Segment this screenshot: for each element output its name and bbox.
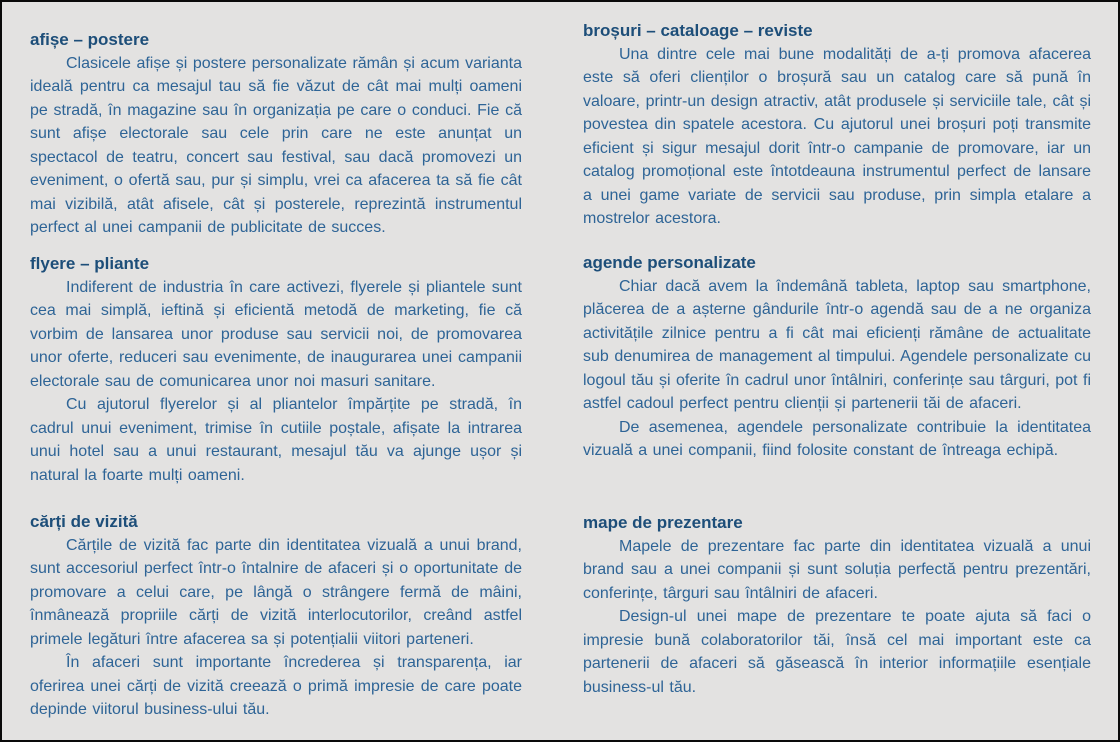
section-afise-postere: [30, 28, 522, 240]
paragraph: Clasicele afișe și postere personalizate rămân și acum varianta ideală pentru ca mesajul tau să fie văzut de cât mai mulți oameni pe stradă, în magazine sau în organizația pe care o conduci. Fie că sunt afișe electorale sau cele prin care ne este anunțat un spectacol de teatru, concert sau festival, sau dacă promovezi un eveniment, o ofertă sau, pur și simplu, vrei ca afacerea ta să fie cât mai vizibilă, atât afisele, cât și posterele, reprezintă instrumentul perfect al unei campanii de publicitate de succes.: [30, 54, 522, 236]
paragraph: Chiar dacă avem la îndemână tableta, laptop sau smartphone, plăcerea de a așterne gândurile într-o agendă sau de a ne organiza activitățile zilnice pentru a fi cât mai eficienți rămâne de actualitate sub denumirea de management al timpului. Agendele personalizate cu logoul tău și oferite în cadrul unor întâlniri, conferințe sau târguri, pot fi astfel cadoul perfect pentru clienții și partenerii tăi de afaceri.: [583, 277, 1091, 412]
paragraph: Mapele de prezentare fac parte din identitatea vizuală a unui brand sau a unei companii și sunt soluția perfectă pentru prezentări, conferințe, târguri sau întâlniri de afaceri.: [583, 537, 1091, 602]
section-agende-personalizate: [583, 251, 1091, 463]
paragraph: De asemenea, agendele personalizate contribuie la identitatea vizuală a unei companii, fiind folosite constant de întreaga echipă.: [583, 418, 1091, 459]
section-title-carti-de-vizita: cărți de vizită: [30, 512, 138, 531]
section-brosuri-cataloage-reviste: [583, 19, 1091, 231]
paragraph: În afaceri sunt importante încrederea și transparența, iar oferirea unei cărți de vizită creează o primă impresie de care poate depinde viitorul business-ului tău.: [30, 654, 522, 718]
section-carti-de-vizita: [30, 510, 522, 722]
section-title-flyere-pliante: flyere – pliante: [30, 254, 150, 273]
section-mape-de-prezentare: [583, 511, 1091, 699]
section-title-afise-postere: afișe – postere: [30, 30, 150, 49]
section-title-agende-personalizate: agende personalizate: [583, 253, 756, 272]
paragraph: Cărțile de vizită fac parte din identitatea vizuală a unui brand, sunt accesoriul perfect într-o întalnire de afaceri și o oportunitate de promovare a celui care, pe lângă o strângere fermă de mâini, înmânează propriile cărți de vizită interlocutorilor, creând astfel primele legături între afacerea sa și potențialii viitori parteneri.: [30, 536, 522, 648]
paragraph: Una dintre cele mai bune modalități de a-ți promova afacerea este să oferi clienților o broșură sau un catalog care să pună în valoare, printr-un design atractiv, atât produsele și serviciile tale, cât și povestea din spatele acestora. Cu ajutorul unei broșuri poți transmite eficient și sigur mesajul dorit într-o campanie de promovare, iar un catalog promoțional este întotdeauna instrumentul perfect de lansare a unei game variate de servicii sau produse, prin simpla etalare a mostrelor acestora.: [583, 45, 1091, 227]
section-flyere-pliante: [30, 252, 522, 487]
paragraph: Indiferent de industria în care activezi, flyerele și pliantele sunt cea mai simplă, ieftină și eficientă metodă de marketing, fie că vorbim de lansarea unor produse sau servicii noi, de promovarea unor oferte, reduceri sau evenimente, de inaugurarea unei campanii electorale sau de comunicarea unor noi masuri sanitare.: [30, 278, 522, 390]
section-title-brosuri-cataloage-reviste: broșuri – cataloage – reviste: [583, 21, 813, 40]
paragraph: Design-ul unei mape de prezentare te poate ajuta să faci o impresie bună colaboratorilor tăi, însă cel mai important este ca partenerii de afaceri să găsească în interior informațiile esențiale business-ul tău.: [583, 608, 1091, 696]
section-title-mape-de-prezentare: mape de prezentare: [583, 513, 743, 532]
paragraph: Cu ajutorul flyerelor și al pliantelor împărțite pe stradă, în cadrul unui eveniment, trimise în cutiile poștale, afișate la intrarea unui hotel sau a unui restaurant, mesajul tău va ajunge ușor și natural la foarte mulți oameni.: [30, 396, 522, 484]
